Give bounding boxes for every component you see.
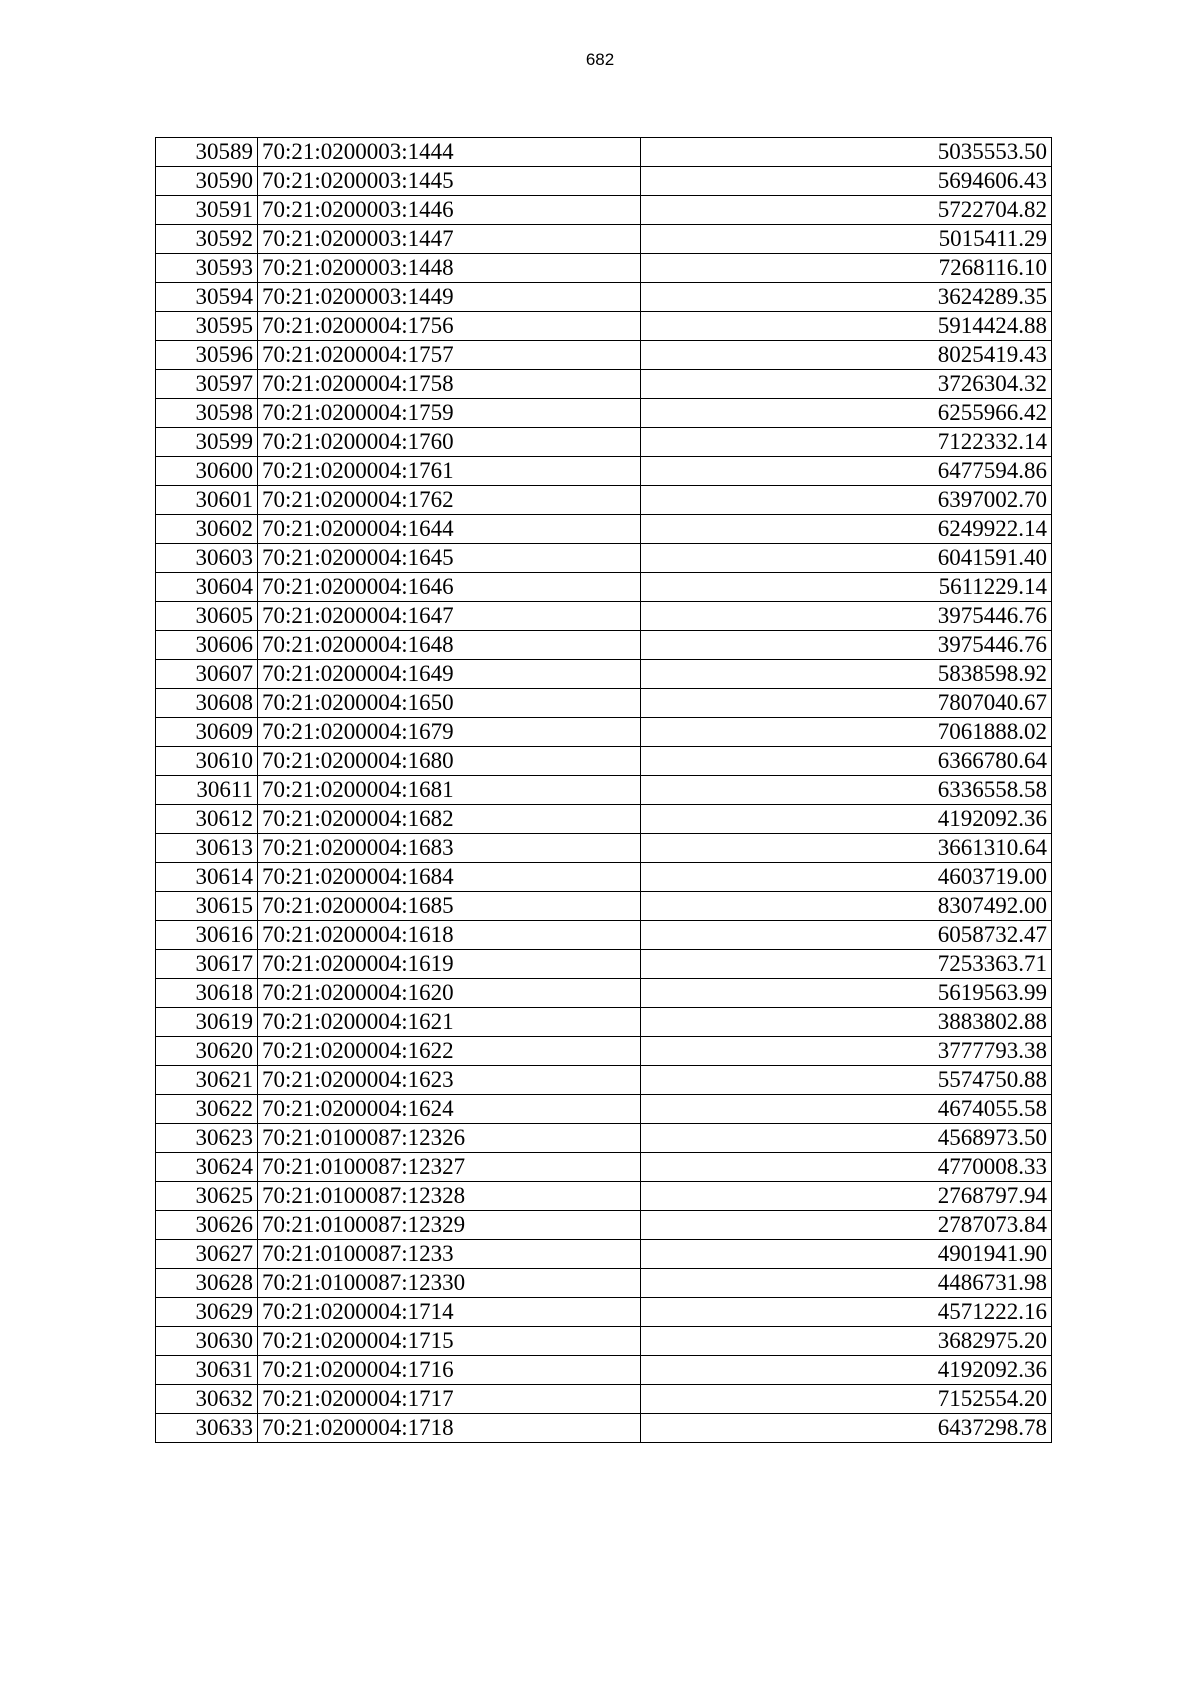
cadastral-value-cell: 5722704.82 xyxy=(641,196,1052,225)
cadastral-value-cell: 5574750.88 xyxy=(641,1066,1052,1095)
cadastral-value-cell: 6058732.47 xyxy=(641,921,1052,950)
row-number-cell: 30608 xyxy=(156,689,258,718)
table-row xyxy=(156,544,1052,573)
cadastral-value-cell: 4192092.36 xyxy=(641,805,1052,834)
row-number-cell: 30612 xyxy=(156,805,258,834)
table-row xyxy=(156,776,1052,805)
cadastral-value-cell: 4571222.16 xyxy=(641,1298,1052,1327)
cadastral-number-cell: 70:21:0200004:1650 xyxy=(258,689,641,718)
table-row xyxy=(156,457,1052,486)
page-number: 682 xyxy=(585,50,615,69)
cadastral-value-cell: 4901941.90 xyxy=(641,1240,1052,1269)
row-number-cell: 30594 xyxy=(156,283,258,312)
row-number-cell: 30606 xyxy=(156,631,258,660)
cadastral-number-cell: 70:21:0200004:1648 xyxy=(258,631,641,660)
cadastral-value-cell: 3726304.32 xyxy=(641,370,1052,399)
cadastral-value-cell: 7253363.71 xyxy=(641,950,1052,979)
table-row xyxy=(156,167,1052,196)
table-row xyxy=(156,254,1052,283)
cadastral-number-cell: 70:21:0200004:1624 xyxy=(258,1095,641,1124)
cadastral-number-cell: 70:21:0200004:1757 xyxy=(258,341,641,370)
table-row xyxy=(156,283,1052,312)
table-row xyxy=(156,1269,1052,1298)
table-row xyxy=(156,138,1052,167)
row-number-cell: 30590 xyxy=(156,167,258,196)
cadastral-number-cell: 70:21:0200004:1646 xyxy=(258,573,641,602)
table-row xyxy=(156,370,1052,399)
table-row xyxy=(156,1240,1052,1269)
table-row xyxy=(156,573,1052,602)
table-row xyxy=(156,921,1052,950)
table-row xyxy=(156,1385,1052,1414)
table-row xyxy=(156,428,1052,457)
row-number-cell: 30596 xyxy=(156,341,258,370)
cadastral-value-cell: 4674055.58 xyxy=(641,1095,1052,1124)
cadastral-number-cell: 70:21:0200004:1759 xyxy=(258,399,641,428)
cadastral-value-cell: 7152554.20 xyxy=(641,1385,1052,1414)
cadastral-number-cell: 70:21:0200004:1621 xyxy=(258,1008,641,1037)
row-number-cell: 30597 xyxy=(156,370,258,399)
cadastral-value-cell: 6477594.86 xyxy=(641,457,1052,486)
row-number-cell: 30624 xyxy=(156,1153,258,1182)
row-number-cell: 30589 xyxy=(156,138,258,167)
table-row xyxy=(156,892,1052,921)
cadastral-number-cell: 70:21:0200004:1756 xyxy=(258,312,641,341)
cadastral-number-cell: 70:21:0200004:1618 xyxy=(258,921,641,950)
row-number-cell: 30609 xyxy=(156,718,258,747)
cadastral-number-cell: 70:21:0200004:1647 xyxy=(258,602,641,631)
table-row xyxy=(156,950,1052,979)
cadastral-value-cell: 7122332.14 xyxy=(641,428,1052,457)
cadastral-value-cell: 6255966.42 xyxy=(641,399,1052,428)
cadastral-value-cell: 5015411.29 xyxy=(641,225,1052,254)
cadastral-number-cell: 70:21:0200003:1447 xyxy=(258,225,641,254)
row-number-cell: 30620 xyxy=(156,1037,258,1066)
cadastral-number-cell: 70:21:0200004:1760 xyxy=(258,428,641,457)
row-number-cell: 30629 xyxy=(156,1298,258,1327)
row-number-cell: 30617 xyxy=(156,950,258,979)
row-number-cell: 30598 xyxy=(156,399,258,428)
cadastral-number-cell: 70:21:0200004:1680 xyxy=(258,747,641,776)
cadastral-number-cell: 70:21:0200004:1644 xyxy=(258,515,641,544)
cadastral-value-cell: 6041591.40 xyxy=(641,544,1052,573)
row-number-cell: 30591 xyxy=(156,196,258,225)
table-row xyxy=(156,1327,1052,1356)
table-row xyxy=(156,631,1052,660)
cadastral-number-cell: 70:21:0200003:1445 xyxy=(258,167,641,196)
row-number-cell: 30616 xyxy=(156,921,258,950)
table-row xyxy=(156,602,1052,631)
cadastral-value-cell: 4192092.36 xyxy=(641,1356,1052,1385)
cadastral-value-cell: 6336558.58 xyxy=(641,776,1052,805)
row-number-cell: 30621 xyxy=(156,1066,258,1095)
row-number-cell: 30592 xyxy=(156,225,258,254)
cadastral-number-cell: 70:21:0100087:1233 xyxy=(258,1240,641,1269)
cadastral-value-cell: 3883802.88 xyxy=(641,1008,1052,1037)
cadastral-value-cell: 3975446.76 xyxy=(641,602,1052,631)
cadastral-value-cell: 5694606.43 xyxy=(641,167,1052,196)
table-row xyxy=(156,486,1052,515)
cadastral-value-cell: 5914424.88 xyxy=(641,312,1052,341)
table-row xyxy=(156,1153,1052,1182)
table-row xyxy=(156,747,1052,776)
table-row xyxy=(156,1414,1052,1443)
cadastral-value-cell: 4486731.98 xyxy=(641,1269,1052,1298)
table-row xyxy=(156,341,1052,370)
cadastral-number-cell: 70:21:0200004:1718 xyxy=(258,1414,641,1443)
cadastral-value-cell: 2768797.94 xyxy=(641,1182,1052,1211)
cadastral-number-cell: 70:21:0200004:1681 xyxy=(258,776,641,805)
table-row xyxy=(156,515,1052,544)
cadastral-value-cell: 3624289.35 xyxy=(641,283,1052,312)
cadastral-number-cell: 70:21:0200004:1622 xyxy=(258,1037,641,1066)
cadastral-value-cell: 7268116.10 xyxy=(641,254,1052,283)
cadastral-number-cell: 70:21:0200004:1649 xyxy=(258,660,641,689)
row-number-cell: 30602 xyxy=(156,515,258,544)
cadastral-number-cell: 70:21:0200004:1716 xyxy=(258,1356,641,1385)
cadastral-value-cell: 5619563.99 xyxy=(641,979,1052,1008)
row-number-cell: 30628 xyxy=(156,1269,258,1298)
cadastral-number-cell: 70:21:0100087:12330 xyxy=(258,1269,641,1298)
cadastral-number-cell: 70:21:0200003:1448 xyxy=(258,254,641,283)
table-row xyxy=(156,225,1052,254)
cadastral-number-cell: 70:21:0200003:1449 xyxy=(258,283,641,312)
cadastral-value-cell: 5611229.14 xyxy=(641,573,1052,602)
cadastral-number-cell: 70:21:0200004:1761 xyxy=(258,457,641,486)
table-row xyxy=(156,1356,1052,1385)
cadastral-value-cell: 8307492.00 xyxy=(641,892,1052,921)
table-row xyxy=(156,1211,1052,1240)
table-body xyxy=(156,138,1052,1443)
table-row xyxy=(156,1182,1052,1211)
cadastral-number-cell: 70:21:0200004:1685 xyxy=(258,892,641,921)
cadastral-number-cell: 70:21:0200004:1623 xyxy=(258,1066,641,1095)
row-number-cell: 30600 xyxy=(156,457,258,486)
row-number-cell: 30595 xyxy=(156,312,258,341)
table-row xyxy=(156,660,1052,689)
cadastral-number-cell: 70:21:0200004:1682 xyxy=(258,805,641,834)
table-row xyxy=(156,863,1052,892)
cadastral-value-cell: 6366780.64 xyxy=(641,747,1052,776)
row-number-cell: 30613 xyxy=(156,834,258,863)
table-row xyxy=(156,1066,1052,1095)
row-number-cell: 30623 xyxy=(156,1124,258,1153)
cadastral-number-cell: 70:21:0200004:1679 xyxy=(258,718,641,747)
cadastral-value-cell: 3682975.20 xyxy=(641,1327,1052,1356)
cadastral-value-table xyxy=(155,137,1052,1443)
cadastral-number-cell: 70:21:0200004:1684 xyxy=(258,863,641,892)
table-row xyxy=(156,1037,1052,1066)
cadastral-number-cell: 70:21:0200004:1715 xyxy=(258,1327,641,1356)
cadastral-value-cell: 3661310.64 xyxy=(641,834,1052,863)
table-row xyxy=(156,1124,1052,1153)
row-number-cell: 30630 xyxy=(156,1327,258,1356)
cadastral-value-cell: 5838598.92 xyxy=(641,660,1052,689)
row-number-cell: 30631 xyxy=(156,1356,258,1385)
cadastral-value-cell: 5035553.50 xyxy=(641,138,1052,167)
table-row xyxy=(156,399,1052,428)
row-number-cell: 30626 xyxy=(156,1211,258,1240)
cadastral-number-cell: 70:21:0200004:1619 xyxy=(258,950,641,979)
cadastral-number-cell: 70:21:0200004:1645 xyxy=(258,544,641,573)
row-number-cell: 30619 xyxy=(156,1008,258,1037)
cadastral-number-cell: 70:21:0200004:1758 xyxy=(258,370,641,399)
row-number-cell: 30605 xyxy=(156,602,258,631)
cadastral-number-cell: 70:21:0200004:1762 xyxy=(258,486,641,515)
cadastral-number-cell: 70:21:0100087:12328 xyxy=(258,1182,641,1211)
table-row xyxy=(156,196,1052,225)
cadastral-value-cell: 8025419.43 xyxy=(641,341,1052,370)
table-row xyxy=(156,312,1052,341)
row-number-cell: 30604 xyxy=(156,573,258,602)
cadastral-value-cell: 2787073.84 xyxy=(641,1211,1052,1240)
row-number-cell: 30625 xyxy=(156,1182,258,1211)
table-row xyxy=(156,1298,1052,1327)
cadastral-number-cell: 70:21:0200003:1444 xyxy=(258,138,641,167)
cadastral-number-cell: 70:21:0200004:1683 xyxy=(258,834,641,863)
row-number-cell: 30599 xyxy=(156,428,258,457)
cadastral-value-cell: 6437298.78 xyxy=(641,1414,1052,1443)
table-row xyxy=(156,834,1052,863)
cadastral-value-cell: 3777793.38 xyxy=(641,1037,1052,1066)
row-number-cell: 30614 xyxy=(156,863,258,892)
cadastral-number-cell: 70:21:0100087:12326 xyxy=(258,1124,641,1153)
cadastral-number-cell: 70:21:0100087:12327 xyxy=(258,1153,641,1182)
cadastral-number-cell: 70:21:0200004:1620 xyxy=(258,979,641,1008)
row-number-cell: 30633 xyxy=(156,1414,258,1443)
row-number-cell: 30618 xyxy=(156,979,258,1008)
table-row xyxy=(156,1008,1052,1037)
row-number-cell: 30603 xyxy=(156,544,258,573)
row-number-cell: 30611 xyxy=(156,776,258,805)
cadastral-number-cell: 70:21:0200003:1446 xyxy=(258,196,641,225)
cadastral-value-cell: 6397002.70 xyxy=(641,486,1052,515)
table-row xyxy=(156,689,1052,718)
cadastral-value-cell: 4770008.33 xyxy=(641,1153,1052,1182)
table-row xyxy=(156,805,1052,834)
row-number-cell: 30622 xyxy=(156,1095,258,1124)
table-row xyxy=(156,718,1052,747)
cadastral-value-cell: 7807040.67 xyxy=(641,689,1052,718)
row-number-cell: 30607 xyxy=(156,660,258,689)
row-number-cell: 30610 xyxy=(156,747,258,776)
cadastral-number-cell: 70:21:0200004:1714 xyxy=(258,1298,641,1327)
row-number-cell: 30627 xyxy=(156,1240,258,1269)
row-number-cell: 30601 xyxy=(156,486,258,515)
cadastral-value-cell: 4603719.00 xyxy=(641,863,1052,892)
table-row xyxy=(156,1095,1052,1124)
cadastral-value-cell: 3975446.76 xyxy=(641,631,1052,660)
row-number-cell: 30632 xyxy=(156,1385,258,1414)
cadastral-number-cell: 70:21:0100087:12329 xyxy=(258,1211,641,1240)
row-number-cell: 30615 xyxy=(156,892,258,921)
cadastral-value-cell: 7061888.02 xyxy=(641,718,1052,747)
table-row xyxy=(156,979,1052,1008)
row-number-cell: 30593 xyxy=(156,254,258,283)
cadastral-number-cell: 70:21:0200004:1717 xyxy=(258,1385,641,1414)
cadastral-value-cell: 4568973.50 xyxy=(641,1124,1052,1153)
cadastral-value-cell: 6249922.14 xyxy=(641,515,1052,544)
